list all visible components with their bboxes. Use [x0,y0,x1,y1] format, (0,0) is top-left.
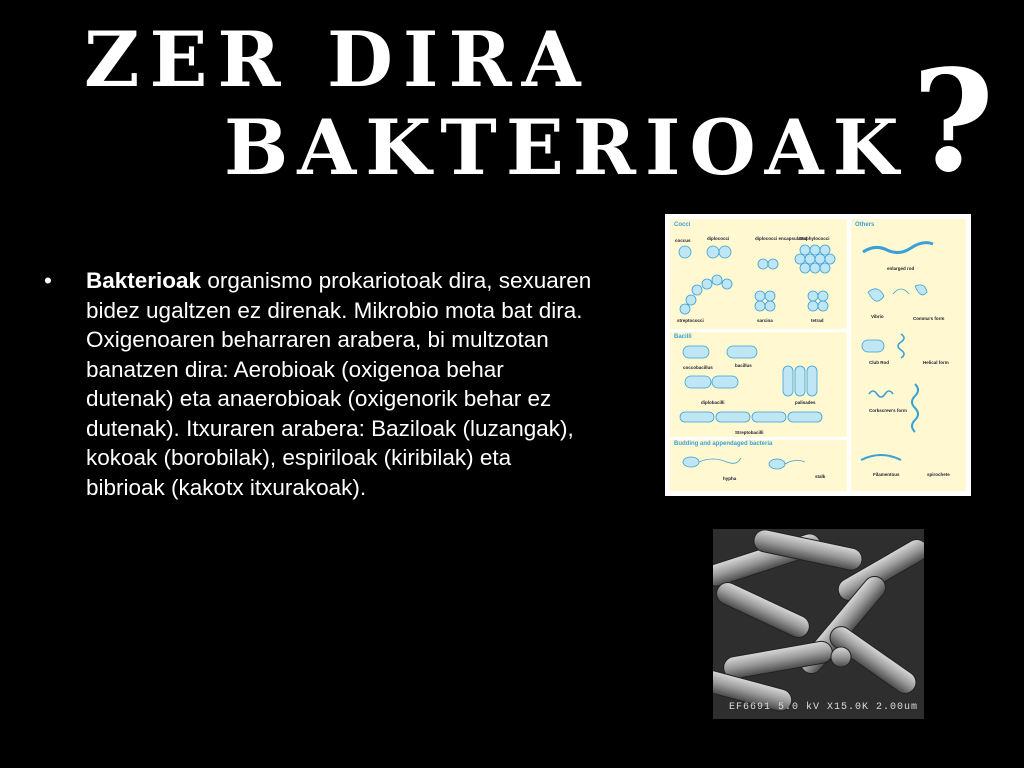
label-diplococci-encap: diplococci encapsulated [755,236,808,241]
label-helical: Helical form [923,360,949,365]
label-corkscrew: Corkscrew's form [869,408,907,413]
label-diplobacilli: diplobacilli [701,400,725,405]
micrograph-caption: EF6691 5.0 kV X15.0K 2.00um [729,702,919,713]
micrograph-image [713,529,924,719]
body-text: organismo prokariotoak dira, sexuaren bidez ugaltzen ez direnak. Mikrobio mota bat dira. Oxigenoaren beharraren arabera, bi multzotan banatzen dira: Aerobioak (oxigenoa behar dutenak) eta anaerobioak (oxigenorik behar ez dutenak). Itxuraren arabera: Baziloak (luzangak), kokoak (borobilak), espiriloak (kiribilak) eta bibrioak (kakotx itxurakoak). [86,268,592,500]
label-staphylococci: Staphylococci [799,236,830,241]
budding-heading: Budding and appendaged bacteria [674,441,773,447]
bacilli-heading: Bacilli [674,334,692,340]
cocci-heading: Cocci [674,222,691,228]
label-club-rod: Club Rod [869,360,889,365]
diagram-svg [665,214,971,496]
label-filamentous: Filamentous [873,472,900,477]
bold-term: Bakterioak [86,268,202,293]
label-commas: Comma's form [913,316,945,321]
label-enlarged-rod: enlarged rod [887,266,915,271]
others-heading: Others [855,222,875,228]
bullet-list [44,266,592,502]
label-coccobacillus: coccobacillus [683,365,713,370]
label-tetrad: tetrad [811,318,824,323]
label-streptococci: streptococci [677,318,704,323]
title-line-2: BAKTERIOAK [224,103,908,192]
bacteria-shapes-diagram [665,214,971,496]
others-panel [851,219,966,491]
label-stalk: stalk [815,474,826,479]
label-palisades: palisades [795,400,816,405]
question-mark: ? [912,40,995,204]
micrograph-svg [713,529,924,719]
bullet-paragraph [86,266,592,502]
label-vibrio: Vibrio [871,314,884,319]
coccus-shape [679,246,691,258]
label-sarcina: sarcina [757,318,773,323]
bullet-item [44,266,592,502]
label-streptobacilli: Streptobacilli [735,430,764,435]
title-line-1: ZER DIRA [84,15,591,104]
label-hypha: hypha [723,476,737,481]
bullet-marker: • [44,268,52,293]
label-coccus: coccus [675,238,691,243]
label-spirochete: spirochete [927,472,950,477]
label-diplococci: diplococci [707,236,730,241]
label-bacillus: bacillus [735,363,752,368]
